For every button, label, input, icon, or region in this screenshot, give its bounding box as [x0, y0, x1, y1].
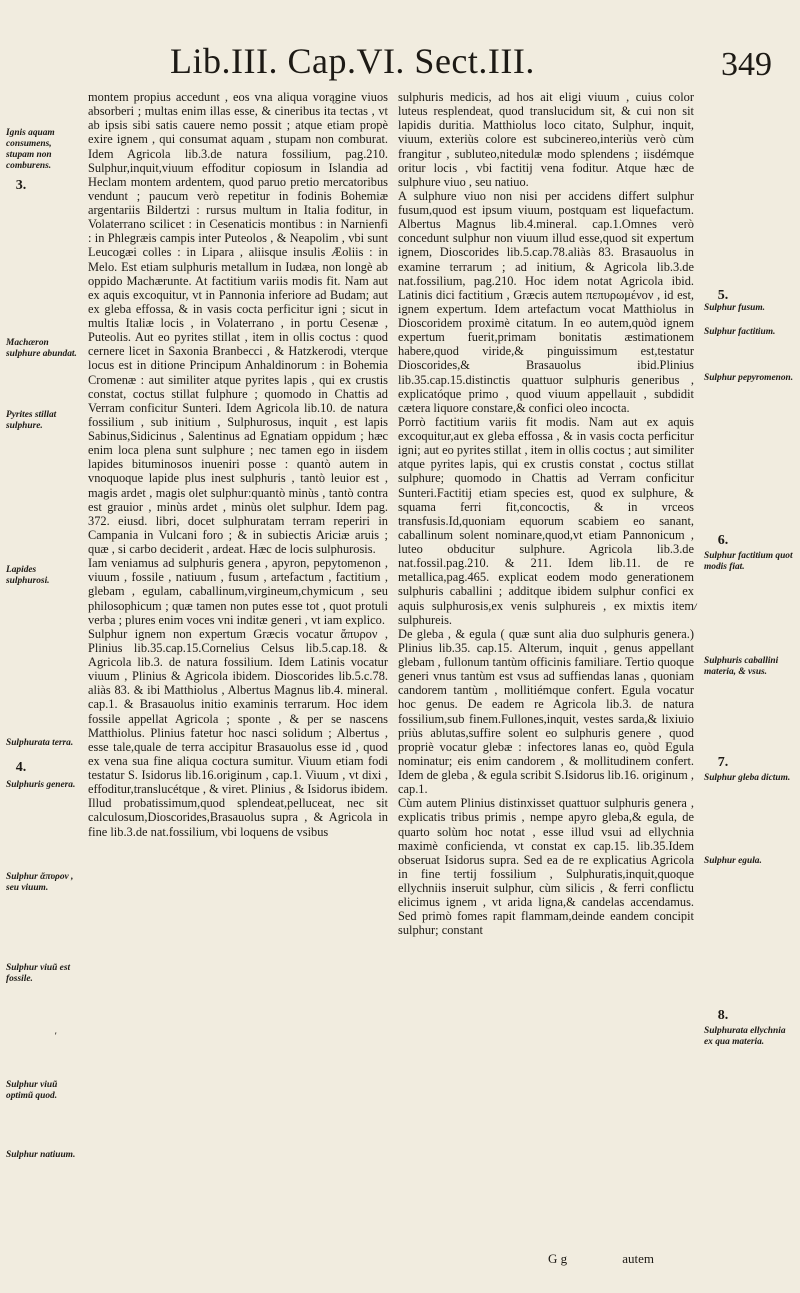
page-footer	[398, 1251, 694, 1267]
margin-note: Pyrites stillat sulphure.	[6, 410, 57, 431]
margin-note: Sulphuris caballini materia, & vsus.	[704, 656, 779, 677]
margin-note: Sulphur gleba dictum.	[704, 773, 791, 783]
margin-note: Sulphurata ellychnia ex qua materia.	[704, 1026, 786, 1047]
section-number: 3.	[15, 178, 27, 193]
margin-note: Ignis aquam consumens, stupam non comburens.	[6, 128, 55, 171]
margin-note: Sulphur viuũ est fossile.	[6, 963, 71, 984]
header-title: Lib.III. Cap.VI. Sect.III.	[170, 41, 535, 81]
section-number: 5.	[717, 288, 729, 303]
margin-note: Sulphurata terra.	[6, 738, 74, 748]
margin-note: Sulphur factitium.	[704, 327, 776, 337]
margin-note: Sulphur pepyromenon.	[704, 373, 794, 383]
margin-note: Sulphur viuũ optimũ quod.	[6, 1080, 58, 1101]
margin-mark: '	[54, 1032, 57, 1042]
section-number: 7.	[717, 755, 729, 770]
margin-note: Sulphur egula.	[704, 856, 762, 866]
running-header	[80, 36, 780, 86]
margin-note: Machæron sulphure abundat.	[6, 338, 77, 359]
margin-mark: /	[694, 603, 697, 613]
margin-note: Sulphur factitium quot modis fiat.	[704, 551, 793, 572]
section-number: 4.	[15, 760, 27, 775]
margin-note: Sulphur ἄπυρον , seu viuum.	[6, 872, 74, 893]
right-text-column	[398, 90, 694, 938]
signature-mark: G g	[548, 1251, 568, 1266]
section-number: 8.	[717, 1008, 729, 1023]
margin-note: Sulphur natiuum.	[6, 1150, 76, 1160]
margin-note: Sulphur fusum.	[704, 303, 765, 313]
margin-note: Lapides sulphurosi.	[6, 565, 50, 586]
catchword: autem	[622, 1251, 654, 1266]
right-column-text: sulphuris medicis, ad hos ait eligi viuum , cuius color luteus resplendeat, quod translucidum sit, & cui non sit lapidis duritia. Matthiolus loco citato, Sulphur, inquit, viuum, exteriùs colore est subcinereo,interiùs verò cùm frangitur , subluteo,nitedulæ modo splendens ; iisdémque oritur locis , vbi factitij vena foditur. Atque hæc de sulphure viuo , seu natiuo. A sulphure viuo non nisi per accidens differt sulphur fusum,quod est ipsum viuum, postquam est liquefactum. Albertus Magnus lib.4.mineral. cap.1.Omnes verò concedunt sulphur non viuum illud esse,quod sit expertum ignem, Dioscorides lib.5.cap.78.aliàs 83. Brasauolus in examine terrarum ; ad initium, & Agricola lib.3.de nat.fossilium, pag.210. Hoc idem notat Agricola ibid. Latinis dici factitium , Græcis autem πεπυρωμένον , id est, ignem expertum. Idem artefactum vocat Matthiolus in Dioscoridem proximè citatum. In eo autem,quòd ignem expertum fuerit,primam bonitatis æstimationem habere,quod viride,& pinguissimum est,testatur Dioscorides,& Brasauolus ibid.Plinius lib.35.cap.15.distinctis quattuor sulphuris generibus , explicatóque primo , quod viuum appellauit , subdidit cætera liquore constare,& confici oleo incocta. Porrò factitium variis fit modis. Nam aut ex aquis excoquitur,aut ex gleba effossa , & in vasis cocta perficitur igni; aut eo pyrites stillat , item in ollis coctus ; aut similiter atque pyrites lapis, qui ex crustis constat , coctus stillat sulphure; quomodo in Chattis ad Verram conficitur Sunteri.Factitij etiam species est, quod ex sulphure, & squama ferri fit,concoctis, & in vrceos transfusis.Id,quoniam equorum scabiem eo sanant, caballinum solent nominare,quod,vt etiam Pannonicum , luteo obducitur sulphure. Agricola lib.3.de nat.fossil.pag.210. & 211. Idem lib.11. de re metallica,pag.465. explicat eodem modo generationem sulphuris caballini ; additque ibidem sulphur confici ex aquis sulphurosis,ex venis sulphureis , ex mixtis item sulphureis. De gleba , & egula ( quæ sunt alia duo sulphuris genera.) Plinius lib.35. cap.15. Alterum, inquit , genus appellant glebam , fullonum tantùm officinis familiare. Tertio quoque generi vnus tantùm est vsus ad suffiendas lanas , quoniam candorem tantùm , mollitiémque confert. Egula vocatur hoc genus. De eadem re Agricola lib.3. de natura fossilium,sub finem.Fullones,inquit, vestes sarda,& lixiuio priùs ablutas,suffire solent eo sulphuris genere , quod propriè vocatur glebæ : infectores lanas eo, quòd Egula nominatur; eis enim candorem , & mollitudinem confert. Idem de gleba , & egula scribit S.Isidorus lib.16. originum , cap.1. Cùm autem Plinius distinxisset quattuor sulphuris genera , explicatis tribus primis , nempe apyro gleba,& egula, de quarto solùm hoc notat , esse illud vsui ad ellychnia maximè conficienda, vt constat ex cap.15. lib.35.Idem obseruat Isidorus supra. Sed ea de re explicatius Agricola in fine tertij fossilium , Sulphuratis,inquit,quoque ellychniis inseruit sulphur, cùm silicis , & ferri conflictu elicimus ignem , vt arida ligna,& candelas accendamus. Sed primò fomes rapit flammam,deinde eandem concipit sulphur; constant	[398, 90, 694, 938]
left-text-column	[88, 90, 388, 839]
margin-note: Sulphuris genera.	[6, 780, 76, 790]
page-number: 349	[721, 46, 772, 83]
section-number: 6.	[717, 533, 729, 548]
left-column-text: montem propius accedunt , eos vna aliqua vorągine viuos absorberi ; multas enim illas esse, & cineribus ita tectas , vt ab ipsis sibi satis cauere nemo possit ; atque etiam propè exire ignem , qui consumat aquam , stupam non comburat. Idem Agricola lib.3.de natura fossilium, pag.210. Sulphur,inquit,viuum effoditur copiosum in Islandia ad Heclam montem ardentem, quod paruo pretio mercatoribus vendunt ; paucum verò repetitur in fodinis Bohemiæ argentariis Bildertzi : rursus multum in Italia foditur, in Volaterrano scilicet : in Cesenaticis montibus : in Narnienfi : in Phlegræis campis inter Puteolos , & Neapolim , vbi sunt Leucogæi colles : in Lipara , aliisque insulis Æoliis : in Melo. Est etiam sulphuris metallum in Iudæa, non longè ab oppido Machærunte. At factitium variis modis fit. Nam aut ex aquis excoquitur, vt in Pannonia inferiore ad Budam; aut ex gleba effossa, & in vasis cocta perficitur igni ; sicut in multis Italiæ locis , in Volaterrano , in portu Cesenæ , Puteolis. Aut eo pyrites stillat , item in ollis coctus : quod cernere licet in Saxonia Branbecci , & Hatzkerodi, vterque locus est in ditione Principum Anhaldinorum : in Bohemia Cromenæ : aut similiter atque pyrites lapis , qui ex crustis constat, coctus stillat fulphure ; quomodo in Chattis ad Verram conficitur Sunteri. Idem Agricola lib.10. de natura fossilium , sub initium , Sulphurosus, inquit , est lapis Sabinus,Sidicinus , Salentinus ad Egnatiam oppidum ; hæc enim loca plena sunt sulphure ; nec tamen ego in iisdem lapides bituminosos inueniri posse : quantò autem in vnoquoque lapide plus inest sulphuris , tantò leuior est , magis ardet , magis olet sulphur:quantò minùs , tantò contra est grauior , minùs ardet , minùs olet sulphur. Idem pag. 372. eiusd. libri, docet sulphuratam terram reperiri in Campania in Vulcani foro ; & in subiectis Ariciæ aruis ; quæ , si carbo deciderit , ardeat. Hæc de locis sulphurosis. Iam veniamus ad sulphuris genera , apyron, pepytomenon , viuum , fossile , natiuum , fusum , artefactum , factitium , glebam , egulam, caballinum,virgineum,chymicum , seu philosophicum ; quæ tamen non putes esse tot , quot protuli verba ; plures enim voces vni inditæ generi , vt iam explico. Sulphur ignem non expertum Græcis vocatur ἄπυρον , Plinius lib.35.cap.15.Cornelius Celsus lib.5.cap.18. & Agricola lib.3. de natura fossilium. Idem Latinis vocatur viuum , Plinius & Agricola ibidem. Dioscorides lib.5.c.78. aliàs 83. & ibi Matthiolus , Albertus Magnus lib.4. mineral. cap.1. & Brasauolus initio examinis terrarum. Hoc idem fossile appellat Agricola ; sponte , & per se nascens Matthiolus. Plinius fatetur hoc nasci solidum ; Albertus , esse tale,quale de terra accipitur Brasauolus esse id , quod ex vena sua fine aliqua coctura sumitur. Viuum etiam fodi testatur S. Isidorus lib.16.originum , cap.1. Viuum , vt dixi , effoditur,translucétque , & viret. Plinius , & Isidorus ibidem. Illud probatissimum,quod splendeat,pelluceat, nec sit calculosum,Dioscorides,Brasauolus supra , & Agricola in fine lib.3.de nat.fossilium, vbi loquens de vsibus	[88, 90, 388, 839]
